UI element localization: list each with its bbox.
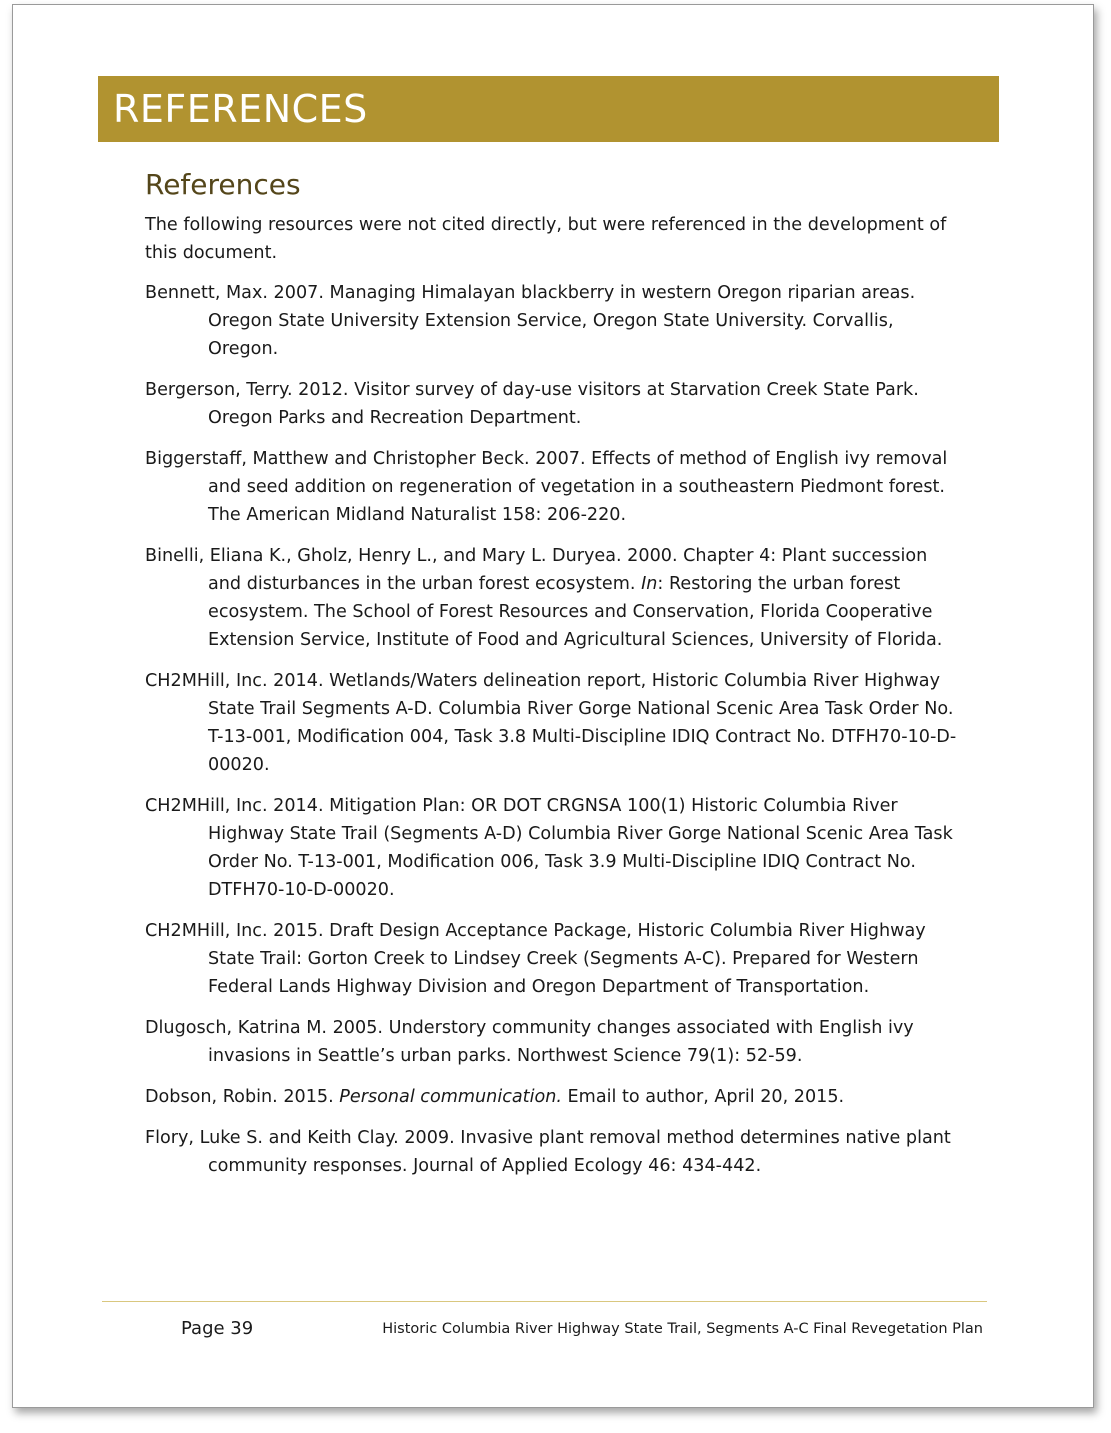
reference-text: Binelli, Eliana K., Gholz, Henry L., and Mary L. Duryea. 2000. Chapter 4: Plant succession and disturbances in the urban forest ecosystem. [145, 546, 928, 594]
page-content [145, 167, 965, 1193]
section-heading: References [145, 168, 301, 201]
document-page [12, 4, 1094, 1408]
chapter-title: REFERENCES [113, 87, 368, 131]
reference-text: Dobson, Robin. 2015. [145, 1087, 340, 1107]
reference-entry: Flory, Luke S. and Keith Clay. 2009. Invasive plant removal method determines native plant community responses. Journal of Applied Ecology 46: 434-442. [145, 1128, 951, 1176]
reference-entry: CH2MHill, Inc. 2014. Wetlands/Waters delineation report, Historic Columbia River Highway State Trail Segments A-D. Columbia River Gorge National Scenic Area Task Order No. T-13-001, Modification 004, Task 3.8 Multi-Discipline IDIQ Contract No. DTFH70-10-D-00020. [145, 671, 957, 775]
reference-entry [145, 1083, 965, 1111]
chapter-banner [98, 76, 999, 142]
reference-entry: Bennett, Max. 2007. Managing Himalayan blackberry in western Oregon riparian areas. Oregon State University Extension Service, Oregon State University. Corvallis, Oregon. [145, 283, 916, 359]
reference-entry [145, 542, 965, 654]
reference-entry: Bergerson, Terry. 2012. Visitor survey of day-use visitors at Starvation Creek State Park. Oregon Parks and Recreation Department. [145, 380, 919, 428]
reference-text: Email to author, April 20, 2015. [561, 1087, 845, 1107]
reference-text: : Restoring the urban forest ecosystem. The School of Forest Resources and Conservation, Florida Cooperative Extension Service, Institute of Food and Agricultural Sciences, University of Florida. [208, 574, 943, 650]
reference-entry: Biggerstaff, Matthew and Christopher Beck. 2007. Effects of method of English ivy removal and seed addition on regeneration of vegetation in a southeastern Piedmont forest. The American Midland Naturalist 158: 206-220. [145, 449, 948, 525]
footer-document-title: Historic Columbia River Highway State Trail, Segments A-C Final Revegetation Plan [382, 1321, 983, 1337]
reference-entry: CH2MHill, Inc. 2014. Mitigation Plan: OR DOT CRGNSA 100(1) Historic Columbia River Highway State Trail (Segments A-D) Columbia River Gorge National Scenic Area Task Order No. T-13-001, Modification 006, Task 3.9 Multi-Discipline IDIQ Contract No. DTFH70-10-D-00020. [145, 796, 953, 900]
footer-divider [102, 1301, 987, 1302]
reference-italic-text: In [641, 574, 658, 594]
reference-entry: Dlugosch, Katrina M. 2005. Understory community changes associated with English ivy invasions in Seattle’s urban parks. Northwest Science 79(1): 52-59. [145, 1018, 914, 1066]
intro-paragraph: The following resources were not cited directly, but were referenced in the development of this document. [145, 215, 947, 263]
page-number: Page 39 [181, 1318, 254, 1339]
reference-italic-text: Personal communication. [339, 1087, 562, 1107]
reference-entry: CH2MHill, Inc. 2015. Draft Design Acceptance Package, Historic Columbia River Highway State Trail: Gorton Creek to Lindsey Creek (Segments A-C). Prepared for Western Federal Lands Highway Division and Oregon Department of Transportation. [145, 921, 926, 997]
